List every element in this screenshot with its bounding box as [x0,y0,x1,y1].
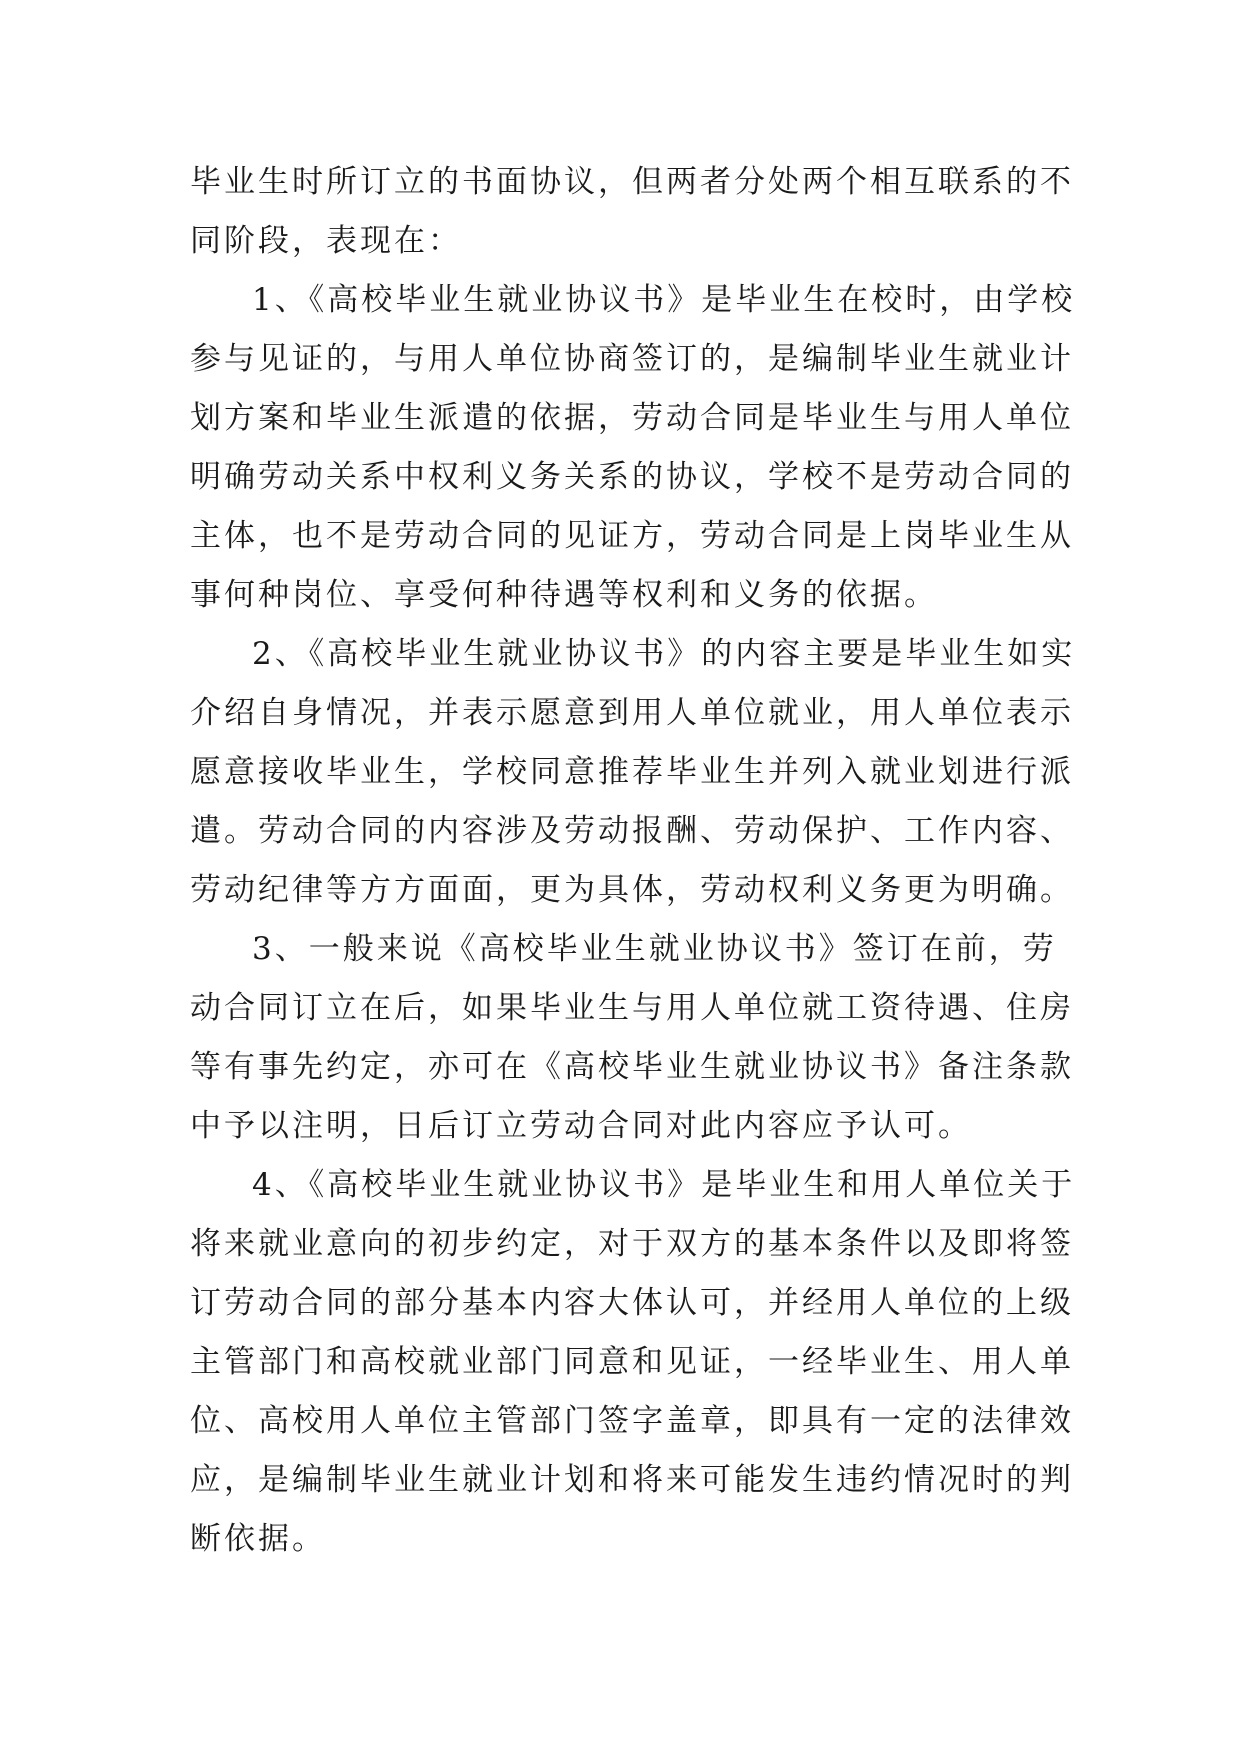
text-line: 明确劳动关系中权利义务关系的协议，学校不是劳动合同的 [190,459,1074,495]
text-line: 订劳动合同的部分基本内容大体认可，并经用人单位的上级 [190,1285,1074,1321]
text-line: 断依据。 [190,1521,326,1557]
paragraph-3-start: 3、一般来说《高校毕业生就业协议书》签订在前，劳 [252,931,1057,967]
text-line: 事何种岗位、享受何种待遇等权利和义务的依据。 [190,577,938,613]
text-line: 同阶段，表现在： [190,223,462,259]
text-line: 介绍自身情况，并表示愿意到用人单位就业，用人单位表示 [190,695,1074,731]
text-line: 愿意接收毕业生，学校同意推荐毕业生并列入就业划进行派 [190,754,1074,790]
text-line: 主管部门和高校就业部门同意和见证，一经毕业生、用人单 [190,1344,1074,1380]
text-line: 划方案和毕业生派遣的依据，劳动合同是毕业生与用人单位 [190,400,1074,436]
text-line: 主体，也不是劳动合同的见证方，劳动合同是上岗毕业生从 [190,518,1074,554]
text-line: 将来就业意向的初步约定，对于双方的基本条件以及即将签 [190,1226,1074,1262]
document-body [190,153,1076,1569]
paragraph-4-start: 4、《高校毕业生就业协议书》是毕业生和用人单位关于 [252,1167,1076,1203]
paragraph-1-start: 1、《高校毕业生就业协议书》是毕业生在校时，由学校 [252,282,1076,318]
paragraph-2-start: 2、《高校毕业生就业协议书》的内容主要是毕业生如实 [252,636,1076,672]
text-line: 中予以注明，日后订立劳动合同对此内容应予认可。 [190,1108,972,1144]
text-line: 参与见证的，与用人单位协商签订的，是编制毕业生就业计 [190,341,1074,377]
text-line: 劳动纪律等方方面面，更为具体，劳动权利义务更为明确。 [190,872,1074,908]
text-line: 等有事先约定，亦可在《高校毕业生就业协议书》备注条款 [190,1049,1074,1085]
text-line: 毕业生时所订立的书面协议，但两者分处两个相互联系的不 [190,164,1074,200]
text-line: 遣。劳动合同的内容涉及劳动报酬、劳动保护、工作内容、 [190,813,1074,849]
text-line: 应，是编制毕业生就业计划和将来可能发生违约情况时的判 [190,1462,1074,1498]
text-line: 动合同订立在后，如果毕业生与用人单位就工资待遇、住房 [190,990,1074,1026]
text-line: 位、高校用人单位主管部门签字盖章，即具有一定的法律效 [190,1403,1074,1439]
